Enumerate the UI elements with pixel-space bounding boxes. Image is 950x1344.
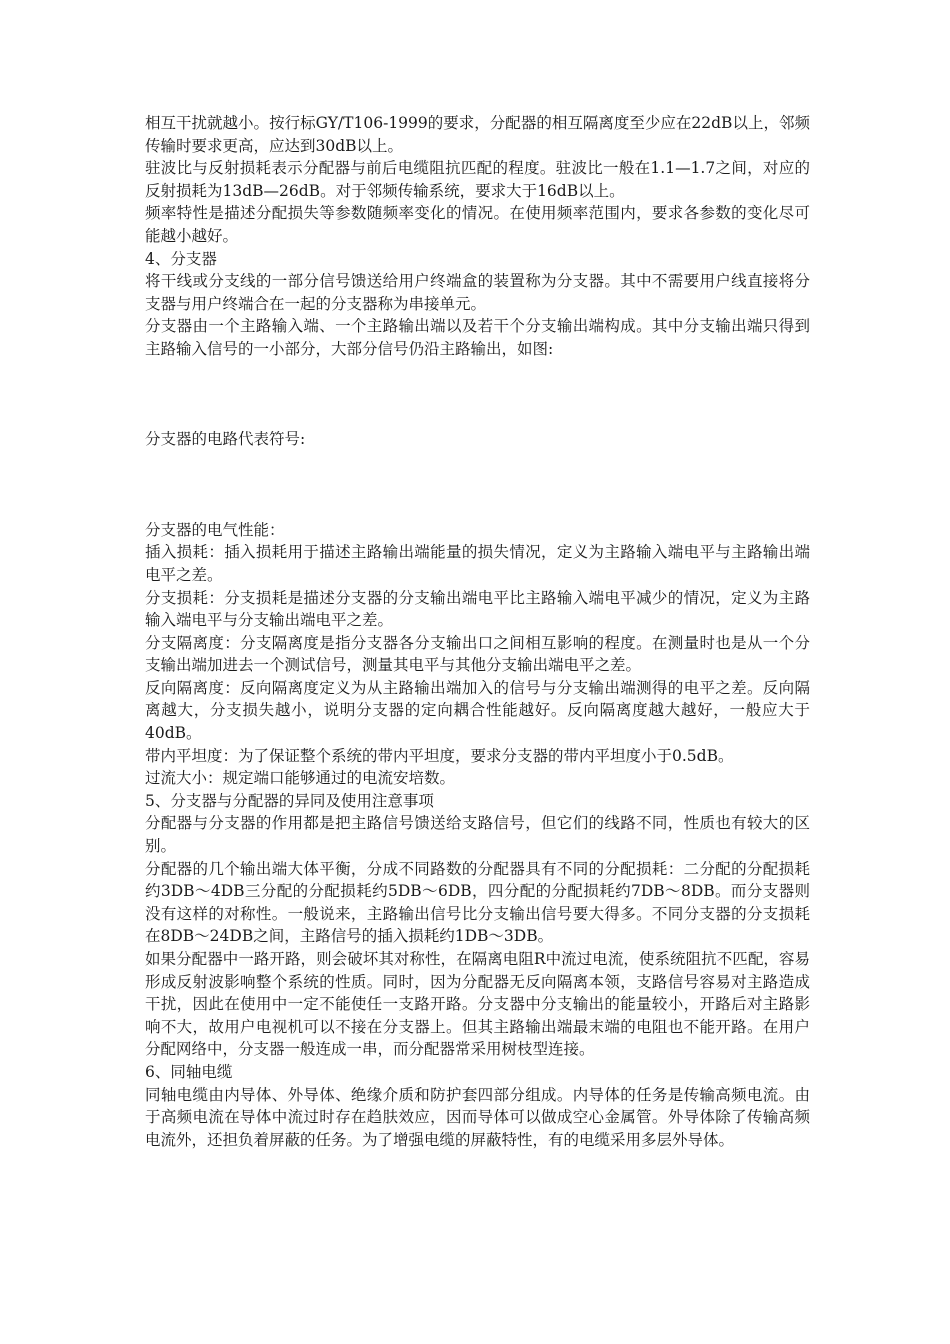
paragraph-flatness: 带内平坦度：为了保证整个系统的带内平坦度，要求分支器的带内平坦度小于0.5dB。 (145, 746, 734, 765)
paragraph-tap-electrical: 分支器的电气性能： (145, 520, 285, 539)
paragraph-splitter-balance: 分配器的几个输出端大体平衡，分成不同路数的分配器具有不同的分配损耗：二分配的分配损耗约3DB～4DB三分配的分配损耗约5DB～6DB，四分配的分配损耗约7DB～8DB。而分支器则没有这样的对称性。一般说来，主路输出信号比分支输出信号要大得多。不同分支器的分支损耗在8DB～24DB之间，主路信号的插入损耗约1DB～3DB。 (145, 859, 810, 946)
paragraph-isolation: 相互干扰就越小。按行标GY/T106-1999的要求，分配器的相互隔离度至少应在22dB以上，邻频传输时要求更高，应达到30dB以上。 (145, 114, 810, 155)
paragraph-open-circuit: 如果分配器中一路开路，则会破坏其对称性，在隔离电阻R中流过电流，使系统阻抗不匹配，容易形成反射波影响整个系统的性质。同时，因为分配器无反向隔离本领，支路信号容易对主路造成干扰，因此在使用中一定不能使任一支路开路。分支器中分支输出的能量较小，开路后对主路影响不大，故用户电视机可以不接在分支器上。但其主路输出端最末端的电阻也不能开路。在用户分配网络中，分支器一般连成一串，而分配器常采用树枝型连接。 (145, 950, 810, 1059)
paragraph-tap-isolation: 分支隔离度：分支隔离度是指分支器各分支输出口之间相互影响的程度。在测量时也是从一个分支输出端加进去一个测试信号，测量其电平与其他分支输出端电平之差。 (145, 633, 810, 675)
paragraph-insertion-loss: 插入损耗：插入损耗用于描述主路输出端能量的损失情况，定义为主路输入端电平与主路输出端电平之差。 (145, 543, 810, 584)
paragraph-vswr: 驻波比与反射损耗表示分配器与前后电缆阻抗匹配的程度。驻波比一般在1.1—1.7之间，对应的反射损耗为13dB—26dB。对于邻频传输系统，要求大于16dB以上。 (145, 159, 810, 200)
paragraph-differences-intro: 分配器与分支器的作用都是把主路信号馈送给支路信号，但它们的线路不同，性质也有较大的区别。 (145, 814, 810, 856)
heading-tap: 4、分支器 (145, 249, 217, 268)
document-body (145, 112, 810, 1151)
paragraph-tap-structure: 分支器由一个主路输入端、一个主路输出端以及若干个分支输出端构成。其中分支输出端只得到主路输入信号的一小部分，大部分信号仍沿主路输出，如图: (145, 317, 810, 358)
paragraph-tap-loss: 分支损耗：分支损耗是描述分支器的分支输出端电平比主路输入端电平减少的情况，定义为主路输入端电平与分支输出端电平之差。 (145, 588, 810, 630)
paragraph-frequency: 频率特性是描述分配损失等参数随频率变化的情况。在使用频率范围内，要求各参数的变化尽可能越小越好。 (145, 204, 810, 245)
paragraph-coaxial: 同轴电缆由内导体、外导体、绝缘介质和防护套四部分组成。内导体的任务是传输高频电流。由于高频电流在导体中流过时存在趋肤效应，因而导体可以做成空心金属管。外导体除了传输高频电流外，还担负着屏蔽的任务。为了增强电缆的屏蔽特性，有的电缆采用多层外导体。 (145, 1085, 810, 1149)
heading-differences: 5、分支器与分配器的异同及使用注意事项 (145, 791, 434, 810)
figure-placeholder (145, 361, 810, 429)
heading-coaxial: 6、同轴电缆 (145, 1062, 233, 1081)
paragraph-current: 过流大小：规定端口能够通过的电流安培数。 (145, 769, 456, 788)
paragraph-reverse-isolation: 反向隔离度：反向隔离度定义为从主路输出端加入的信号与分支输出端测得的电平之差。反向隔离越大，分支损失越小，说明分支器的定向耦合性能越好。反向隔离度越大越好，一般应大于40dB。 (145, 678, 810, 743)
symbol-placeholder (145, 451, 810, 519)
paragraph-tap-symbol: 分支器的电路代表符号: (145, 430, 306, 449)
paragraph-tap-definition: 将干线或分支线的一部分信号馈送给用户终端盒的装置称为分支器。其中不需要用户线直接将分支器与用户终端合在一起的分支器称为串接单元。 (145, 272, 810, 313)
